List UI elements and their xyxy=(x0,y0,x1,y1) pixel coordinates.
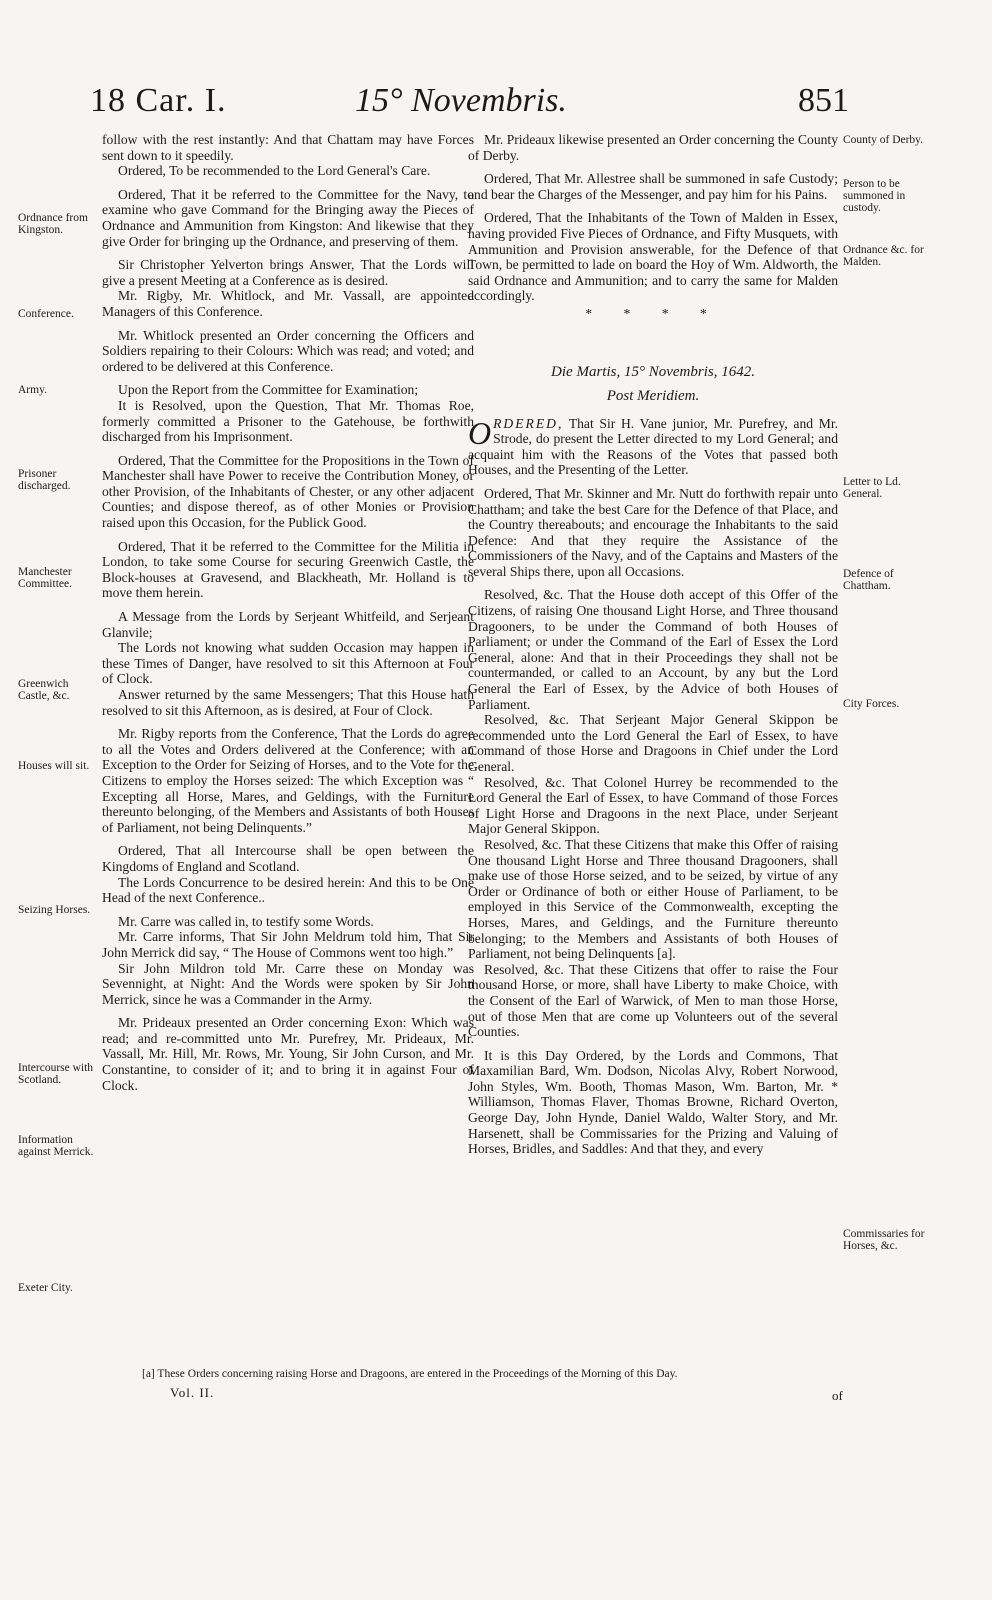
regnal-year: 18 Car. I. xyxy=(90,82,227,119)
margin-note: Person to be summoned in custody. xyxy=(843,178,906,214)
right-column xyxy=(468,132,838,1157)
margin-note: Houses will sit. xyxy=(18,760,90,772)
paragraph: Ordered, That Mr. Skinner and Mr. Nutt do forthwith repair unto Chattham; and take the best Care for the Defence of that Place, and the Country thereabouts; and encourage the Inhabitants to the said Defence: And that they require the Assistance of the Commissioners of the Navy, and of the Captains and Masters of the several Ships there, upon all Occasions. xyxy=(468,485,838,579)
margin-note: Prisoner discharged. xyxy=(18,468,71,492)
margin-note: County of Derby. xyxy=(843,134,924,146)
volume-signature: Vol. II. xyxy=(170,1385,215,1400)
margin-note: Commissaries for Horses, &c. xyxy=(843,1228,925,1252)
opening-words: RDERED, xyxy=(493,415,564,431)
drop-cap: O xyxy=(468,414,492,451)
margin-note: Manchester Committee. xyxy=(18,566,72,590)
paragraph: Resolved, &c. That these Citizens that offer to raise the Four thousand Horse, or more, shall have Liberty to make Choice, with the Consent of the Earl of Warwick, of Men to man those Horse, out of those Men that are come up Volunteers out of the several Counties. xyxy=(468,961,838,1040)
paragraph: Mr. Prideaux likewise presented an Order concerning the County of Derby. xyxy=(468,132,838,163)
paragraph: Resolved, &c. That the House doth accept of this Offer of the Citizens, of raising One thousand Light Horse, and Three thousand Dragooners, to be under the Command of both Houses of Parliament; or under the Command of the Earl of Essex the Lord General, alone: And that in their Proceedings they shall not be countermanded, or called to an Account, by any but the Lord General the Earl of Essex, by the Advice of both Houses of Parliament. xyxy=(468,587,838,712)
paragraph: Resolved, &c. That these Citizens that make this Offer of raising One thousand Light Horse and Three thousand Dragooners, shall make use of those Horse seized, and to be seized, by virtue of any Order or Ordinance of both or either House of Parliament, to be employed in this Service of the Commonwealth, excepting the Horses, Mares, and Geldings, and the Furniture thereunto belonging; to the Members and Assistants of both Houses of Parliament, not being Delinquents [a]. xyxy=(468,836,838,962)
margin-note: Letter to Ld. General. xyxy=(843,476,901,500)
paragraph: Mr. Carre was called in, to testify some Words. xyxy=(118,913,374,929)
paragraph: Ordered, That all Intercourse shall be open between the Kingdoms of England and Scotland. xyxy=(102,843,474,874)
paragraph: Mr. Rigby, Mr. Whitlock, and Mr. Vassall, are appointed Managers of this Conference. xyxy=(102,288,474,319)
paragraph: follow with the rest instantly: And that Chattam may have Forces sent down to it speedily. xyxy=(102,132,474,163)
margin-note: Information against Merrick. xyxy=(18,1134,94,1158)
post-meridiem-heading: Post Meridiem. xyxy=(606,387,700,404)
paragraph: Ordered, That it be referred to the Committee for the Navy, to examine who gave Command for the Bringing away the Pieces of Ordnance and Ammunition from Kingston: And likewise that they give Order for bringing up the Ordnance, and preserving of them. xyxy=(102,186,474,249)
margin-note: Intercourse with Scotland. xyxy=(18,1062,94,1086)
paragraph: Resolved, &c. That Colonel Hurrey be recommended to the Lord General the Earl of Essex, to have Command of those Forces of Light Horse and Dragoons in the next Place, under Serjeant Major General Skippon. xyxy=(468,774,838,837)
paragraph: The Lords not knowing what sudden Occasion may happen in these Times of Danger, have resolved to sit this Afternoon at Four of Clock. xyxy=(102,640,474,687)
paragraph: Sir Christopher Yelverton brings Answer, That the Lords will give a present Meeting at a Conference as is desired. xyxy=(102,257,474,288)
margin-note: Seizing Horses. xyxy=(18,904,91,916)
paragraph: Ordered, That the Inhabitants of the Town of Malden in Essex, having provided Five Pieces of Ordnance, and Fifty Musquets, with Ammunition and Provision answerable, for the Defence of that Town, be permitted to lade on board the Hoy of Wm. Aldworth, the said Ordnance and Ammunition; and to carry the same for Malden accordingly. xyxy=(468,210,838,304)
paragraph: Sir John Mildron told Mr. Carre these on Monday was Sevennight, at Night: And the Words were spoken by Sir John Merrick, since he was a Commander in the Army. xyxy=(102,960,474,1007)
section-stars: * * * * xyxy=(585,305,721,321)
paragraph: Upon the Report from the Committee for Examination; xyxy=(118,382,419,398)
margin-note: Greenwich Castle, &c. xyxy=(18,678,70,702)
margin-note: Ordnance from Kingston. xyxy=(18,212,88,236)
paragraph: It is Resolved, upon the Question, That Mr. Thomas Roe, formerly committed a Prisoner to the Gatehouse, be forthwith discharged from his Imprisonment. xyxy=(102,397,474,445)
sitting-dateline: Die Martis, 15° Novembris, 1642. xyxy=(551,363,755,380)
paragraph: The Lords Concurrence to be desired herein: And this to be One Head of the next Conference.. xyxy=(102,874,474,906)
margin-note: Exeter City. xyxy=(18,1282,73,1294)
footnote: [a] These Orders concerning raising Horse and Dragoons, are entered in the Proceedings of the Morning of this Day. xyxy=(142,1368,678,1380)
catchword: of xyxy=(832,1388,843,1403)
paragraph: Answer returned by the same Messengers; That this House hath resolved to sit this Afternoon, as is desired, at Four of Clock. xyxy=(102,687,474,718)
paragraph: Mr. Whitlock presented an Order concerning the Officers and Soldiers repairing to their Colours: Which was read; and voted; and ordered to be delivered at this Conference. xyxy=(102,327,474,374)
paragraph: It is this Day Ordered, by the Lords and Commons, That Maxamilian Bard, Wm. Dodson, Nicolas Alvy, Robert Norwood, John Styles, Wm. Booth, Thomas Mason, Wm. Barton, Mr. * Williamson, Thomas Flaver, Thomas Browne, Richard Overton, George Day, John Hynde, Daniel Waldo, Walter Story, and Mr. Harsenett, shall be Commissaries for the Prizing and Valuing of Horses, Bridles, and Saddles: And that they, and every xyxy=(468,1047,838,1157)
opening-paragraph xyxy=(468,416,838,478)
margin-note: Conference. xyxy=(18,308,74,320)
left-column xyxy=(102,132,474,1093)
paragraph: Resolved, &c. That Serjeant Major General Skippon be recommended unto the Lord General the Earl of Essex, to have Command of those Horse and Dragoons in Chief under the Lord General. xyxy=(468,712,838,774)
paragraph: Mr. Rigby reports from the Conference, That the Lords do agree to all the Votes and Orders delivered at the Conference; with an Exception to the Order for Seizing of Horses, and to the Vote for the Citizens to employ the Horses seized: The which Exception was “ Excepting all Horse, Mares, and Geldings, with the Furniture thereunto belonging, of the Members and Assistants of both Houses of Parliament, not being Delinquents.” xyxy=(102,726,474,835)
paragraph: Ordered, That Mr. Allestree shall be summoned in safe Custody; and bear the Charges of the Messenger, and pay him for his Pains. xyxy=(468,171,838,202)
page-number: 851 xyxy=(798,82,849,119)
paragraph: Mr. Prideaux presented an Order concerning Exon: Which was read; and re-committed unto Mr. Purefrey, Mr. Prideaux, Mr. Vassall, Mr. Hill, Mr. Rows, Mr. Young, Sir John Curson, and Mr. Constantine, to consider of it; and to bring it in against Four of Clock. xyxy=(102,1015,474,1093)
margin-note: Ordnance &c. for Malden. xyxy=(843,244,924,268)
paragraph: A Message from the Lords by Serjeant Whitfeild, and Serjeant Glanvile; xyxy=(102,609,474,640)
opening-text: That Sir H. Vane junior, Mr. Purefrey, and Mr. Strode, do present the Letter directed to my Lord General; and acquaint him with the Reasons of the Votes that passed both Houses, and the Presenting of the Letter. xyxy=(468,415,839,478)
margin-note: Defence of Chattham. xyxy=(843,568,894,592)
paragraph: Ordered, That it be referred to the Committee for the Militia in London, to take some Course for securing Greenwich Castle, the Block-houses at Gravesend, and Blackheath, Mr. Holland is to move them herein. xyxy=(102,538,474,601)
paragraph: Ordered, To be recommended to the Lord General's Care. xyxy=(118,163,431,179)
header-date: 15° Novembris. xyxy=(355,82,567,119)
paragraph: Ordered, That the Committee for the Propositions in the Town of Manchester shall have Power to receive the Contribution Money, or other Provision, of the Inhabitants of Chester, or any other adjacent Counties; and dispose thereof, as of other Monies or Provision raised upon this Occasion, for the Publick Good. xyxy=(102,452,474,531)
paragraph: Mr. Carre informs, That Sir John Meldrum told him, That Sir John Merrick did say, “ The House of Commons went too high.” xyxy=(102,929,474,960)
running-header xyxy=(0,82,992,132)
margin-note: City Forces. xyxy=(843,698,900,710)
margin-note: Army. xyxy=(18,384,47,396)
